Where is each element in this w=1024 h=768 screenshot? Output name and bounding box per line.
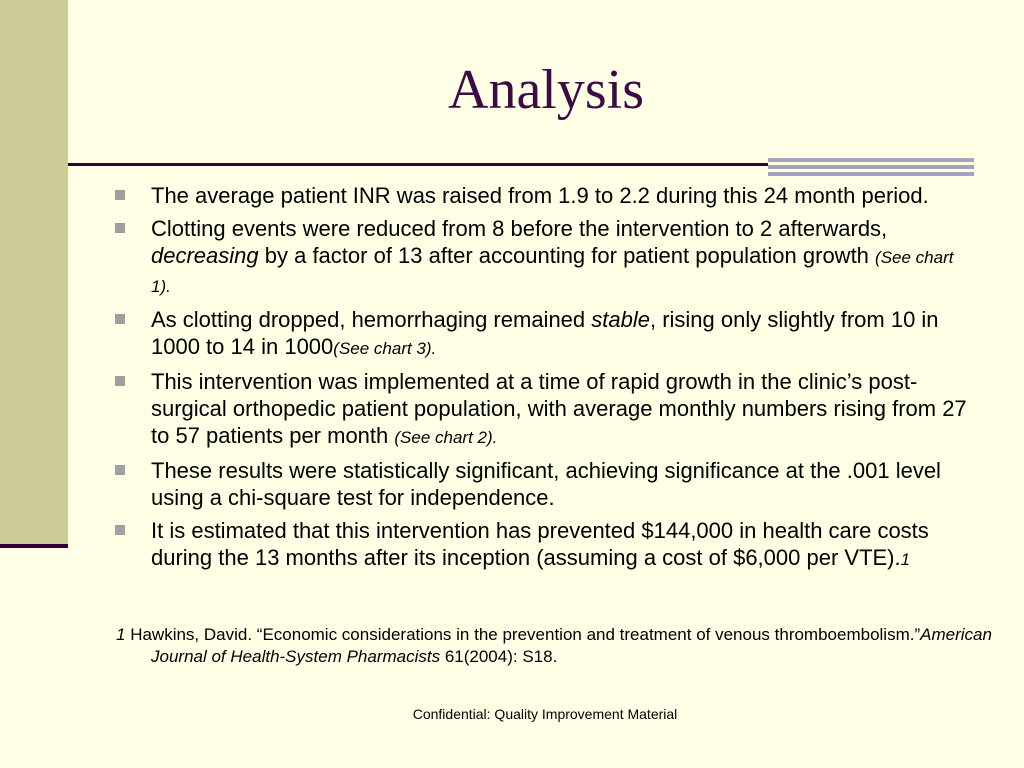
footnote-reference: 1 <box>900 550 911 569</box>
bullet-text: This intervention was implemented at a time of rapid growth in the clinic’s post-surgical orthopedic patient population, with average monthly numbers rising from 27 to 57 patients per month <box>151 369 967 448</box>
footnote-journal: American Journal of Health-System Pharmacists <box>151 625 992 666</box>
bullet-text: It is estimated that this intervention has prevented $144,000 in health care costs during the 13 months after its inception (assuming a cost of $6,000 per VTE). <box>151 518 929 570</box>
bullet-text: Clotting events were reduced from 8 before the intervention to 2 afterwards, <box>151 216 888 241</box>
confidential-footer: Confidential: Quality Improvement Material <box>412 706 678 722</box>
square-bullet-icon <box>115 190 125 200</box>
bullet-item-cost-savings <box>112 517 972 573</box>
bullet-text: by a factor of 13 after accounting for patient population growth <box>258 243 876 268</box>
title-stripe-accent <box>768 158 974 179</box>
bullet-emphasis: decreasing <box>151 243 259 268</box>
footnote-text: Hawkins, David. “Economic considerations in the prevention and treatment of venous thromboembolism.” <box>125 625 921 644</box>
analysis-bullet-list <box>112 182 972 579</box>
chart-reference: (See chart 2). <box>394 428 498 447</box>
bullet-item-significance <box>112 457 972 511</box>
bullet-text: The average patient INR was raised from 1.9 to 2.2 during this 24 month period. <box>151 183 929 208</box>
bullet-emphasis: stable <box>591 307 650 332</box>
bullet-item-inr <box>112 182 972 209</box>
stripe-line <box>768 158 974 162</box>
bullet-item-hemorrhaging <box>112 306 972 362</box>
footnote-number: 1 <box>116 625 126 644</box>
chart-reference: (See chart 1). <box>151 248 954 296</box>
title-underline-rule <box>68 163 768 166</box>
stripe-line <box>768 172 974 176</box>
bullet-item-growth <box>112 368 972 451</box>
bullet-item-clotting <box>112 215 972 300</box>
square-bullet-icon <box>115 465 125 475</box>
square-bullet-icon <box>115 223 125 233</box>
footnote-citation: 61(2004): S18. <box>440 647 558 666</box>
bullet-text: , rising only slightly from 10 in 1000 to 14 in 1000 <box>151 307 939 359</box>
left-band-rule <box>0 544 68 548</box>
square-bullet-icon <box>115 525 125 535</box>
square-bullet-icon <box>115 314 125 324</box>
bullet-text: As clotting dropped, hemorrhaging remained <box>151 307 592 332</box>
chart-reference: (See chart 3). <box>333 339 437 358</box>
slide-title: Analysis <box>448 59 644 121</box>
footnote <box>116 624 1011 668</box>
bullet-text: These results were statistically significant, achieving significance at the .001 level using a chi-square test for independence. <box>151 458 941 510</box>
square-bullet-icon <box>115 376 125 386</box>
left-decorative-band <box>0 0 68 544</box>
stripe-line <box>768 165 974 169</box>
